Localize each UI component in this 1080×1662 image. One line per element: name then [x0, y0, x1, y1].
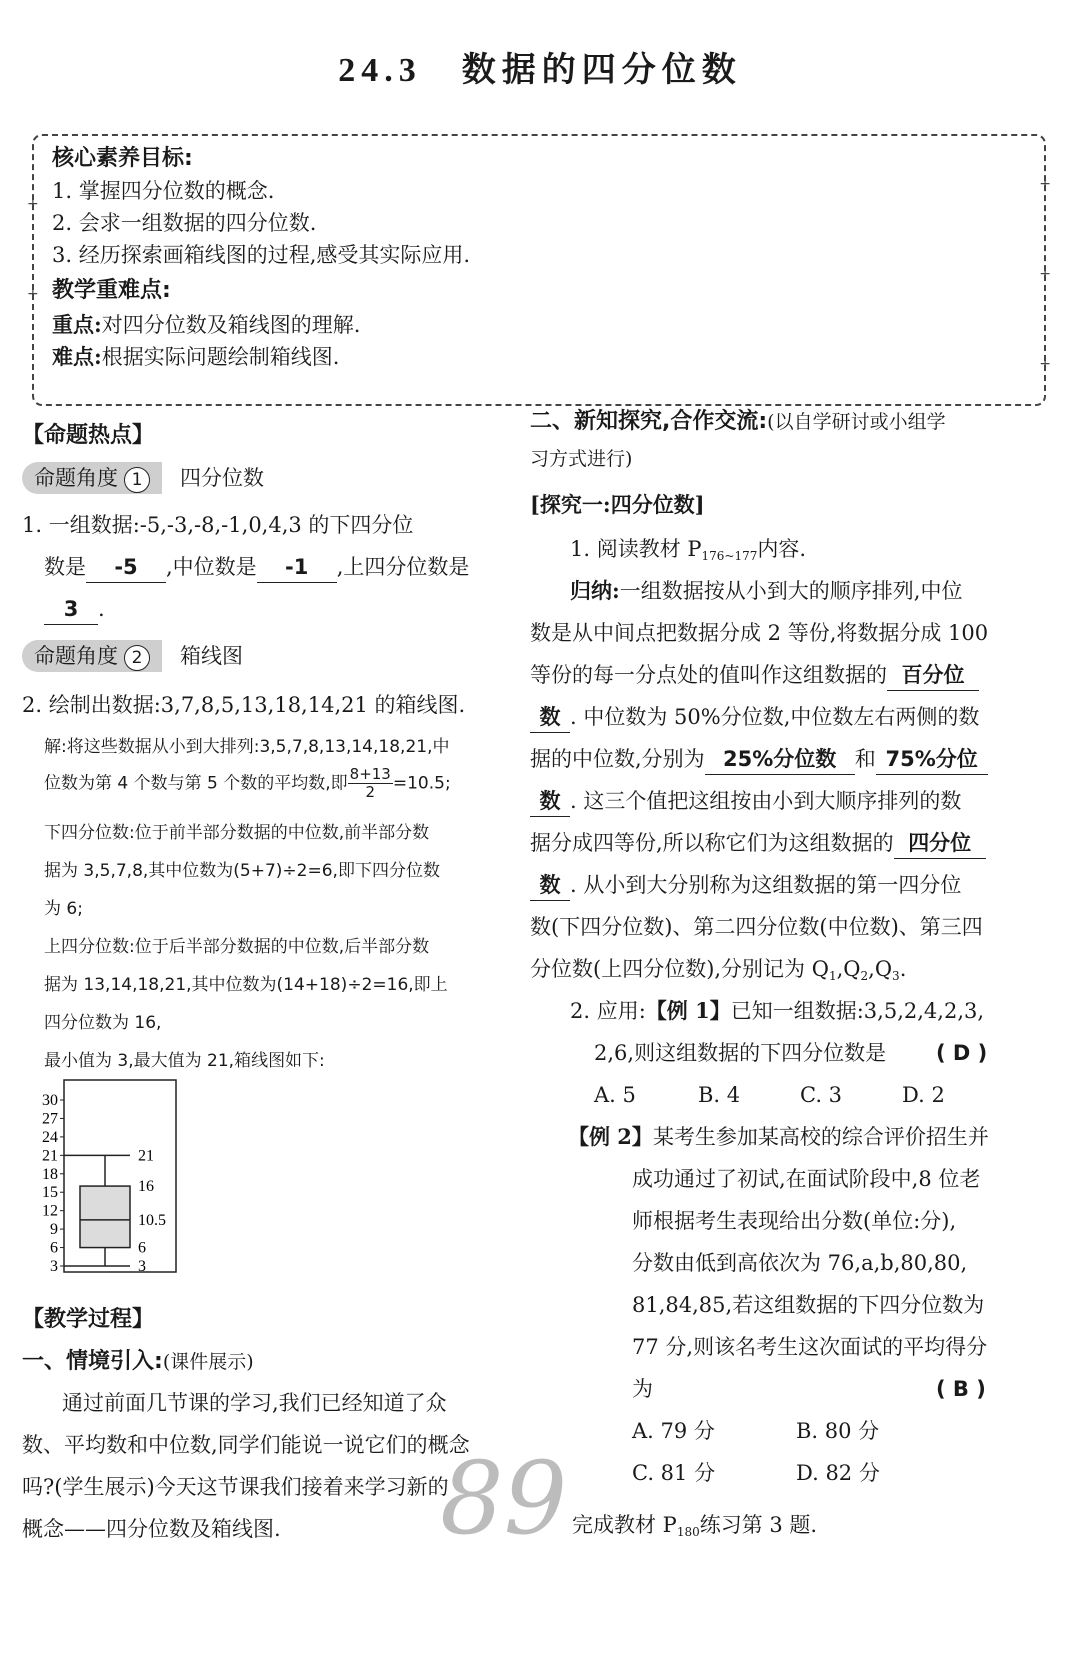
q2-sol-9: 最小值为 3,最大值为 21,箱线图如下: — [44, 1051, 325, 1071]
ex1-option-b: B. 4 — [698, 1083, 741, 1107]
value-label: 16 — [138, 1178, 154, 1196]
ex1-option-d: D. 2 — [902, 1083, 945, 1107]
q2-sol-2: 位数为第 4 个数与第 5 个数的平均数,即 $\frac{8+13}{2}=10.5$; — [44, 765, 451, 801]
example-1-line-1: 2. 应用:【例 1】已知一组数据:3,5,2,4,2,3, — [570, 998, 985, 1023]
page-number: 89 — [440, 1440, 568, 1557]
y-tick-label: 15 — [42, 1184, 58, 1202]
example-2-line-7: 为 — [632, 1377, 653, 1401]
key-point: 重点:对四分位数及箱线图的理解. — [52, 312, 361, 337]
section-title: 数据的四分位数 — [461, 50, 742, 90]
q2-sol-5: 为 6; — [44, 899, 83, 919]
hard-point: 难点:根据实际问题绘制箱线图. — [52, 344, 340, 369]
example-2-line-1: 【例 2】某考生参加某高校的综合评价招生并 — [568, 1124, 989, 1149]
q2-sol-3: 下四分位数:位于前半部分数据的中位数,前半部分数 — [44, 823, 430, 843]
example-1-answer: ( D ) — [936, 1041, 988, 1065]
page-title — [0, 42, 1080, 91]
q2-sol-6: 上四分位数:位于后半部分数据的中位数,后半部分数 — [44, 937, 430, 957]
ex2-option-b: B. 80 分 — [796, 1419, 880, 1443]
goal-item-1: 1. 掌握四分位数的概念. — [52, 179, 275, 203]
teach-heading: 【教学过程】 — [22, 1307, 155, 1332]
summary-line-1: 归纳:一组数据按从小到大的顺序排列,中位 — [570, 578, 963, 603]
goals-heading: 核心素养目标: — [52, 146, 193, 171]
ex2-option-a: A. 79 分 — [632, 1419, 715, 1443]
finish-exercise: 完成教材 $P_{180}$练习第 3 题. — [572, 1513, 818, 1539]
ex1-option-c: C. 3 — [800, 1083, 843, 1107]
box-plot-chart — [30, 1078, 190, 1288]
ex2-option-c: C. 81 分 — [632, 1461, 716, 1485]
y-tick-label: 24 — [42, 1128, 58, 1146]
summary-line-8: 数 . 从小到大分别称为这组数据的第一四分位 — [530, 870, 961, 901]
q1-line3: 3 . — [44, 594, 105, 625]
explore-heading-line: 二、新知探究,合作交流:(以自学研讨或小组学 — [530, 409, 946, 434]
y-tick-label: 30 — [42, 1092, 58, 1109]
intro-heading-line: 一、情境引入:(课件展示) — [22, 1349, 254, 1374]
example-2-answer: ( B ) — [936, 1377, 986, 1401]
summary-line-6: 数 . 这三个值把这组按由小到大顺序排列的数 — [530, 786, 961, 817]
intro-line-4: 概念——四分位数及箱线图. — [22, 1517, 281, 1541]
blank-percentile: 百分位 — [887, 660, 979, 691]
q1-answer-1: -5 — [86, 552, 166, 583]
q1-answer-2: -1 — [257, 552, 337, 583]
summary-line-3: 等份的每一分点处的值叫作这组数据的 百分位 — [530, 660, 979, 691]
summary-line-7: 据分成四等份,所以称它们为这组数据的 四分位 — [530, 828, 986, 859]
q2-line1: 2. 绘制出数据:3,7,8,5,13,18,14,21 的箱线图. — [22, 693, 466, 717]
q2-sol-7: 据为 13,14,18,21,其中位数为(14+18)÷2=16,即上 — [44, 975, 448, 995]
blank-25: 25%分位数 — [705, 744, 855, 775]
summary-line-9: 数(下四分位数)、第二四分位数(中位数)、第三四 — [530, 915, 983, 939]
explore-note-2: 习方式进行) — [530, 448, 633, 470]
goal-item-2: 2. 会求一组数据的四分位数. — [52, 211, 317, 235]
y-tick-label: 12 — [42, 1202, 58, 1220]
y-tick-label: 27 — [42, 1110, 58, 1128]
q2-sol-1: 解:将这些数据从小到大排列:3,5,7,8,13,14,18,21,中 — [44, 737, 450, 757]
example-2-line-4: 分数由低到高依次为 76,a,b,80,80, — [632, 1251, 968, 1275]
q1-line2: 数是 -5 ,中位数是 -1 ,上四分位数是 — [44, 552, 469, 583]
example-2-line-2: 成功通过了初试,在面试阶段中,8 位老 — [632, 1167, 981, 1191]
angle-1: 命题角度 1 四分位数 — [22, 462, 264, 493]
example-1-line-2: 2,6,则这组数据的下四分位数是 — [594, 1041, 887, 1065]
blank-quartile: 四分位 — [894, 828, 986, 859]
y-tick-label: 6 — [50, 1239, 58, 1257]
example-2-line-5: 81,84,85,若这组数据的下四分位数为 — [632, 1293, 985, 1317]
value-label: 10.5 — [138, 1211, 166, 1229]
y-tick-label: 21 — [42, 1147, 58, 1165]
section-number: 24.3 — [338, 52, 422, 89]
summary-line-4: 数 . 中位数为 50%分位数,中位数左右两侧的数 — [530, 702, 979, 733]
value-label: 3 — [138, 1258, 146, 1275]
value-label: 21 — [138, 1147, 154, 1165]
y-tick-label: 3 — [50, 1258, 58, 1275]
q1-line1: 1. 一组数据:-5,-3,-8,-1,0,4,3 的下四分位 — [22, 513, 414, 537]
q2-sol-8: 四分位数为 16, — [44, 1013, 162, 1033]
read-textbook: 1. 阅读教材 $P_{176\sim 177}$内容. — [570, 537, 807, 563]
intro-line-1: 通过前面几节课的学习,我们已经知道了众 — [62, 1391, 447, 1415]
angle-2: 命题角度 2 箱线图 — [22, 640, 243, 671]
y-tick-label: 18 — [42, 1165, 58, 1183]
q2-sol-4: 据为 3,5,7,8,其中位数为(5+7)÷2=6,即下四分位数 — [44, 861, 440, 881]
difficulty-heading: 教学重难点: — [52, 278, 171, 303]
summary-line-2: 数是从中间点把数据分成 2 等份,将数据分成 100 — [530, 621, 989, 645]
ex2-option-d: D. 82 分 — [796, 1461, 880, 1485]
blank-75: 75%分位 — [876, 744, 988, 775]
q1-answer-3: 3 — [44, 594, 98, 625]
goal-item-3: 3. 经历探索画箱线图的过程,感受其实际应用. — [52, 243, 471, 267]
example-2-line-6: 77 分,则该名考生这次面试的平均得分 — [632, 1335, 988, 1359]
y-tick-label: 9 — [50, 1221, 58, 1239]
value-label: 6 — [138, 1239, 146, 1257]
box — [80, 1186, 130, 1247]
summary-line-5: 据的中位数,分别为 25%分位数 和 75%分位 — [530, 744, 988, 775]
example-2-line-3: 师根据考生表现给出分数(单位:分), — [632, 1209, 957, 1233]
hot-heading: 【命题热点】 — [22, 423, 155, 448]
intro-line-3: 吗?(学生展示)今天这节课我们接着来学习新的 — [22, 1475, 449, 1499]
ex1-option-a: A. 5 — [594, 1083, 636, 1107]
goals-box: + + + + + 核心素养目标: 1. 掌握四分位数的概念. 2. 会求一组数据的四分位数. 3. 经历探索画箱线图的过程,感受其实际应用. 教学重难点: 重点:对四分位数及箱线图的理解. 难点:根据实际问题绘制箱线图. — [32, 134, 1046, 406]
summary-line-10: 分位数(上四分位数),分别记为 $Q_1,Q_2,Q_3$. — [530, 957, 907, 983]
intro-line-2: 数、平均数和中位数,同学们能说一说它们的概念 — [22, 1433, 470, 1457]
explore-1-heading: [探究一:四分位数] — [530, 492, 705, 517]
